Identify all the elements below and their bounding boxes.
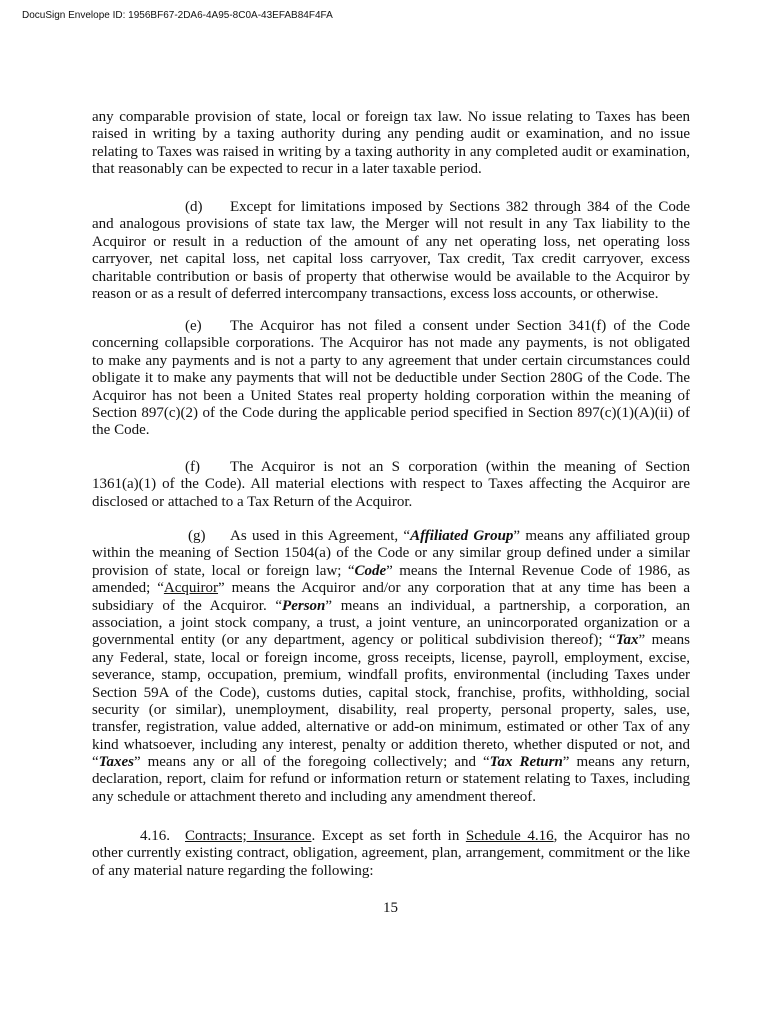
text-segment: relating to Taxes was raised in writing by a taxing authority in any completed audit or examination, — [92, 143, 690, 160]
text-line — [92, 845, 690, 862]
docusign-envelope-id: DocuSign Envelope ID: 1956BF67-2DA6-4A95-8C0A-43EFAB84F4FA — [22, 10, 333, 21]
text-segment: 1361(a)(1) of the Code). All material elections with respect to Taxes affecting the Acquiror are — [92, 476, 690, 493]
defined-term: Tax Return — [489, 754, 563, 771]
text-segment: Section 897(c)(2) of the Code during the applicable period specified in Section 897(c)(1)(A)(ii) of — [92, 404, 690, 421]
text-segment: Schedule 4.16 — [465, 828, 554, 844]
text-segment: charitable contribution or basis of property that otherwise would be available to the Acquiror by — [92, 268, 690, 285]
text-line — [92, 494, 690, 511]
text-line — [92, 216, 690, 233]
text-segment: severance, stamp, occupation, premium, windfall profits, environmental (including Taxes under — [92, 667, 690, 684]
text-line — [92, 405, 690, 422]
text-segment: subsidiary of the Acquiror. “ — [92, 597, 283, 614]
underlined-term: Contracts; Insurance — [185, 828, 312, 844]
text-segment: to make any payments and is not a party to any agreement that under certain circumstances could — [92, 352, 690, 369]
text-line — [92, 353, 690, 370]
text-segment: amended; “ — [92, 580, 164, 597]
text-segment: ” means the Acquiror and/or any corporation that at any time has been a — [218, 580, 690, 597]
text-line — [92, 632, 690, 649]
text-line — [92, 528, 690, 545]
text-segment: Section 59A of the Code), customs duties, capital stock, franchise, profits, withholding, social — [92, 684, 690, 701]
text-segment: Acquiror or result in a reduction of the amount of any net operating loss, net operating loss — [92, 233, 690, 250]
text-line — [92, 476, 690, 493]
paragraph-label: (e) — [185, 318, 202, 334]
text-segment: any Federal, state, local or foreign income, gross receipts, license, payroll, employment, excise, — [92, 649, 690, 666]
text-segment: of any material nature regarding the following: — [92, 862, 374, 879]
text-line — [92, 161, 690, 178]
defined-term: Person — [282, 597, 326, 614]
paragraph-label: (d) — [185, 199, 203, 215]
text-line — [92, 126, 690, 143]
text-line — [92, 335, 690, 352]
text-segment: ” means any return, — [562, 754, 690, 771]
text-line — [92, 598, 690, 615]
text-line — [92, 370, 690, 387]
text-segment: governmental entity (or any department, agency or political subdivision thereof); “ — [92, 632, 616, 649]
text-line — [92, 199, 690, 216]
text-segment: carryover, net capital loss, net capital loss carryover, Tax credit, Tax credit carryover, excess — [92, 251, 690, 268]
text-line — [92, 286, 690, 303]
text-segment: ” means an individual, a partnership, a corporation, an — [325, 597, 690, 614]
text-line — [92, 754, 690, 771]
text-segment: Except for limitations imposed by Sections 382 through 384 of the Code — [230, 199, 690, 215]
text-line — [92, 615, 690, 632]
paragraph-label: 4.16. — [140, 828, 170, 844]
text-segment: declaration, report, claim for refund or information return or statement relating to Taxes, including — [92, 771, 690, 788]
page-number: 15 — [383, 900, 398, 916]
text-line — [92, 863, 690, 880]
defined-term: Taxes — [98, 754, 134, 771]
line-text — [230, 318, 690, 335]
text-segment: The Acquiror is not an S corporation (within the meaning of Section — [230, 459, 690, 475]
paragraph-label: (g) — [188, 528, 206, 544]
text-line — [92, 580, 690, 597]
text-line — [92, 737, 690, 754]
text-segment: the Code. — [92, 422, 150, 439]
text-segment: other currently existing contract, obligation, agreement, plan, arrangement, commitment or the like — [92, 845, 690, 862]
defined-term: Affiliated Group — [410, 528, 514, 544]
text-segment: transfer, registration, value added, alternative or add-on minimum, estimated or other Tax of any — [92, 719, 690, 736]
text-line — [92, 685, 690, 702]
text-line — [92, 144, 690, 161]
text-line — [92, 563, 690, 580]
text-segment: within the meaning of Section 1504(a) of the Code or any similar group defined under a similar — [92, 545, 690, 562]
line-text — [230, 199, 690, 216]
text-segment: ” means any or all of the foregoing collectively; and “ — [133, 754, 490, 771]
line-text — [185, 828, 690, 845]
text-segment: disclosed or attached to a Tax Return of the Acquiror. — [92, 493, 413, 510]
text-segment: kind whatsoever, including any interest, penalty or addition thereto, whether disputed or not, and — [92, 736, 690, 753]
paragraph-continuation — [92, 109, 690, 179]
text-segment: obligate it to make any payments that will not be deductible under Section 280G of the Code. The — [92, 370, 690, 387]
text-line — [92, 318, 690, 335]
text-line — [92, 545, 690, 562]
text-segment: , the Acquiror has no — [553, 828, 690, 844]
paragraph-label: (f) — [185, 459, 200, 475]
text-line — [92, 459, 690, 476]
text-segment: and analogous provisions of state tax law, the Merger will not result in any Tax liability to the — [92, 216, 690, 233]
text-segment: raised in writing by a taxing authority during any pending audit or examination, and no issue — [92, 126, 690, 143]
text-segment: ” means the Internal Revenue Code of 1986, as — [386, 562, 690, 579]
text-line — [92, 828, 690, 845]
text-line — [92, 719, 690, 736]
line-text — [230, 528, 690, 545]
text-line — [92, 388, 690, 405]
defined-term: Code — [354, 562, 387, 579]
text-line — [92, 269, 690, 286]
paragraph-d — [92, 199, 690, 303]
text-segment: provision of state, local or foreign law; “ — [92, 562, 355, 579]
text-segment: ” means any affiliated group — [513, 528, 690, 544]
text-segment: association, a joint stock company, a trust, a joint venture, an unincorporated organization or a — [92, 614, 690, 631]
text-line — [92, 234, 690, 251]
text-line — [92, 702, 690, 719]
text-segment: any schedule or attachment thereto and including any amendment thereof. — [92, 788, 537, 805]
paragraph-f — [92, 459, 690, 511]
text-segment: any comparable provision of state, local or foreign tax law. No issue relating to Taxes has been — [92, 109, 690, 125]
section-4-16 — [92, 828, 690, 880]
text-line — [92, 251, 690, 268]
text-segment: “ — [92, 754, 99, 771]
text-segment: . Except as set forth in — [311, 828, 466, 844]
defined-term: Tax — [615, 632, 639, 649]
paragraph-g — [92, 528, 690, 806]
text-line — [92, 422, 690, 439]
text-line — [92, 667, 690, 684]
text-line — [92, 109, 690, 126]
text-line — [92, 789, 690, 806]
text-segment: Acquiror has not been a United States real property holding corporation within the meaning of — [92, 387, 690, 404]
text-line — [92, 771, 690, 788]
text-segment: concerning collapsible corporations. The Acquiror has not made any payments, is not obligated — [92, 335, 690, 352]
text-segment: reason or as a result of deferred intercompany transactions, excess loss accounts, or otherwise. — [92, 285, 659, 302]
paragraph-e — [92, 318, 690, 440]
text-segment: The Acquiror has not filed a consent under Section 341(f) of the Code — [230, 318, 690, 334]
text-segment: that reasonably can be expected to recur in a later taxable period. — [92, 161, 482, 178]
text-segment: security (or similar), unemployment, disability, real property, personal property, sales, use, — [92, 701, 690, 718]
text-segment: ” means — [638, 632, 691, 649]
line-text — [230, 459, 690, 476]
text-line — [92, 650, 690, 667]
text-segment: As used in this Agreement, “ — [230, 528, 411, 544]
underlined-term: Acquiror — [163, 580, 219, 597]
